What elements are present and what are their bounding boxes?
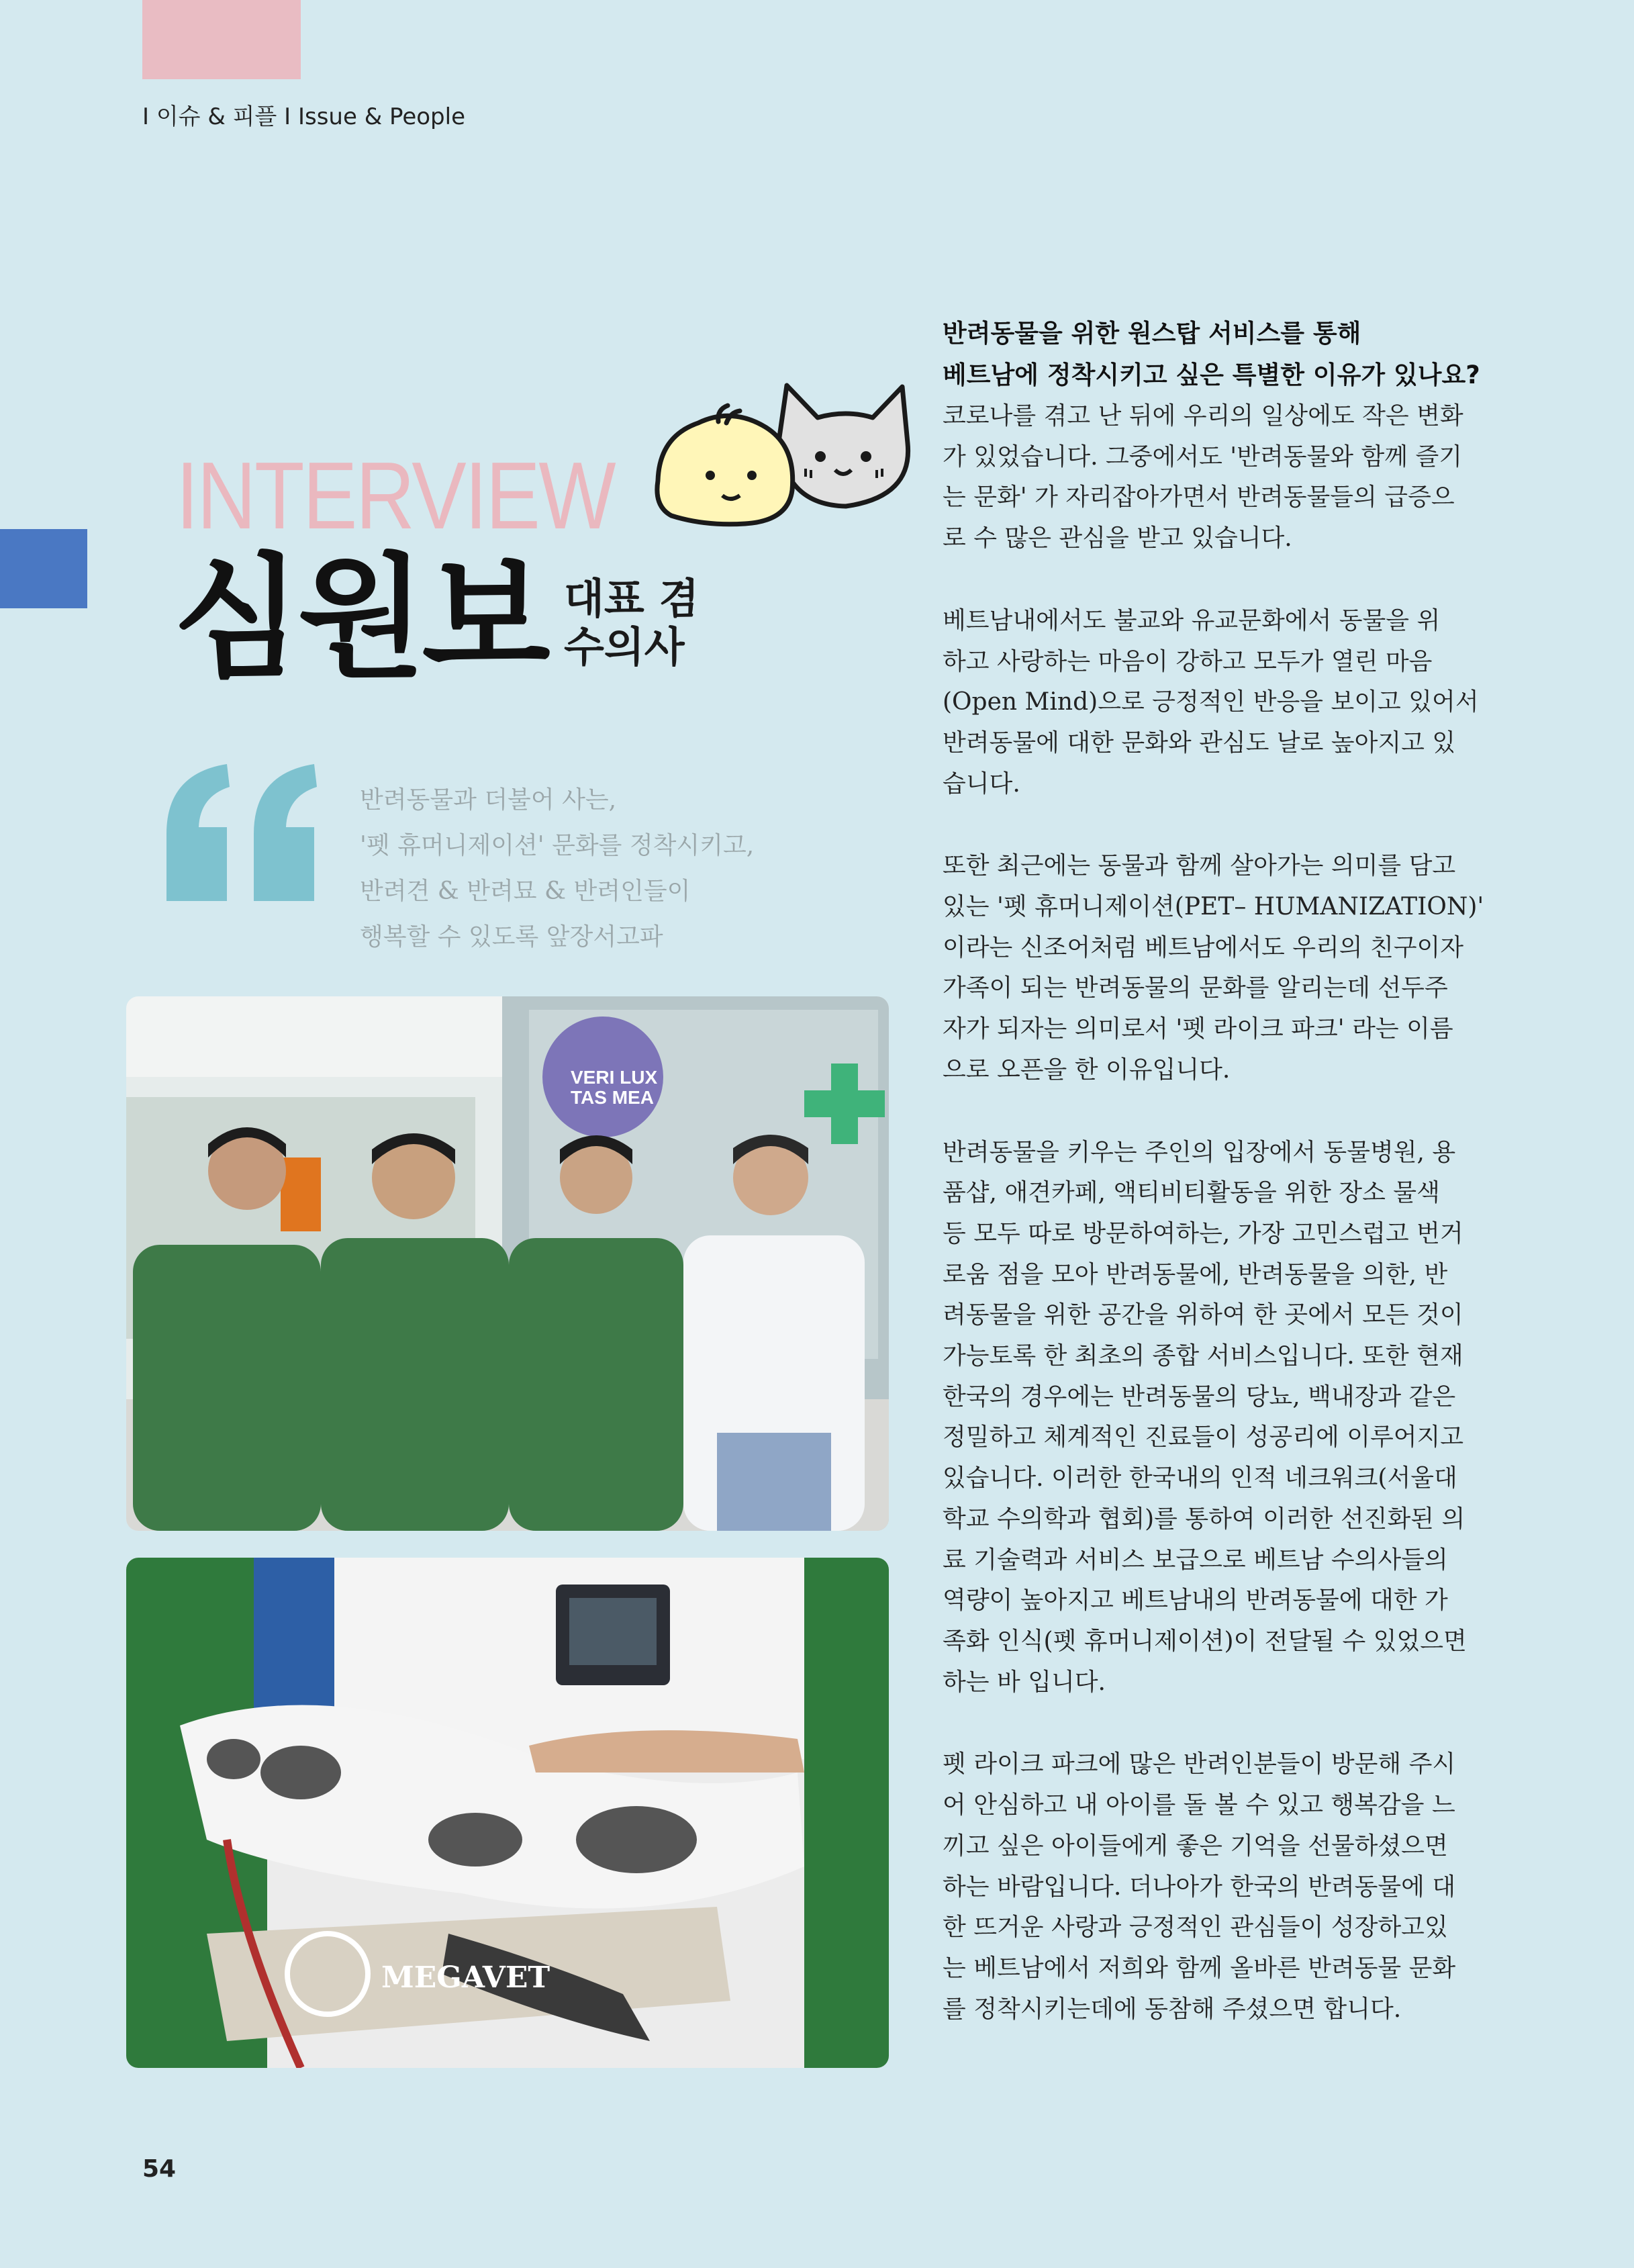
answer-line: (Open Mind)으로 긍정적인 반응을 보이고 있어서 <box>943 688 1479 716</box>
answer-line: 자가 되자는 의미로서 '펫 라이크 파크' 라는 이름 <box>943 1015 1453 1043</box>
answer-line: 로움 점을 모아 반려동물에, 반려동물을 의한, 반 <box>943 1260 1448 1288</box>
page-number: 54 <box>142 2155 177 2183</box>
pull-quote <box>360 777 754 960</box>
mascot-illustration <box>644 363 920 537</box>
sign-text: TAS MEA <box>571 1087 654 1108</box>
quote-line: 반려동물과 더불어 사는, <box>360 786 617 814</box>
answer-line: 학교 수의학과 협회)를 통하여 이러한 선진화된 의 <box>943 1505 1465 1533</box>
vet-exam-photo <box>126 1558 889 2068</box>
banner-text: MEGAVET <box>381 1960 550 1995</box>
answer-paragraph <box>943 1744 1456 2030</box>
answer-line: 족화 인식(펫 휴머니제이션)이 전달될 수 있었으면 <box>943 1627 1467 1655</box>
question-heading <box>943 313 1480 396</box>
answer-line: 끼고 싶은 아이들에게 좋은 기억을 선물하셨으면 <box>943 1832 1448 1860</box>
answer-paragraph <box>943 396 1463 559</box>
answer-line: 로 수 많은 관심을 받고 있습니다. <box>943 524 1292 553</box>
answer-line: 료 기술력과 서비스 보급으로 베트남 수의사들의 <box>943 1546 1448 1574</box>
interviewee-name: 심원보 <box>173 540 546 696</box>
answer-line: 반려동물에 대한 문화와 관심도 날로 높아지고 있 <box>943 728 1456 757</box>
interviewee-role <box>564 575 699 671</box>
answer-line: 어 안심하고 내 아이를 돌 볼 수 있고 행복감을 느 <box>943 1791 1455 1820</box>
interview-article <box>943 313 1484 2030</box>
quote-mark-icon <box>160 760 321 908</box>
answer-line: 를 정착시키는데에 동참해 주셨으면 합니다. <box>943 1995 1402 2023</box>
quote-line: 반려견 & 반려묘 & 반려인들이 <box>360 878 691 905</box>
sign-text: VERI LUX <box>571 1067 658 1088</box>
answer-line: 가 있었습니다. 그중에서도 '반려동물와 함께 즐기 <box>943 442 1463 471</box>
answer-line: 하고 사랑하는 마음이 강하고 모두가 열린 마음 <box>943 647 1433 675</box>
answer-paragraph <box>943 846 1484 1090</box>
answer-line: 있는 '펫 휴머니제이션(PET– HUMANIZATION)' <box>943 893 1484 921</box>
answer-line: 역량이 높아지고 베트남내의 반려동물에 대한 가 <box>943 1587 1448 1615</box>
answer-line: 한 뜨거운 사랑과 긍정적인 관심들이 성장하고있 <box>943 1913 1448 1942</box>
answer-line: 려동물을 위한 공간을 위하여 한 곳에서 모든 것이 <box>943 1301 1463 1329</box>
answer-line: 는 문화' 가 자리잡아가면서 반려동물들의 급증으 <box>943 483 1455 512</box>
answer-line: 이라는 신조어처럼 베트남에서도 우리의 친구이자 <box>943 933 1464 961</box>
header-accent-block <box>142 0 301 79</box>
role-line: 수의사 <box>564 622 685 671</box>
quote-line: '펫 휴머니제이션' 문화를 정착시키고, <box>360 832 755 859</box>
answer-line: 하는 바람입니다. 더나아가 한국의 반려동물에 대 <box>943 1873 1456 1901</box>
answer-paragraph <box>943 601 1479 805</box>
answer-line: 품샵, 애견카페, 액티비티활동을 위한 장소 물색 <box>943 1179 1440 1207</box>
answer-line: 또한 최근에는 동물과 함께 살아가는 의미를 담고 <box>943 852 1456 880</box>
answer-line: 습니다. <box>943 769 1020 798</box>
answer-line: 펫 라이크 파크에 많은 반려인분들이 방문해 주시 <box>943 1750 1456 1779</box>
answer-line: 으로 오픈을 한 이유입니다. <box>943 1055 1231 1084</box>
side-accent-block <box>0 529 87 608</box>
question-line: 베트남에 정착시키고 싶은 특별한 이유가 있나요? <box>943 361 1480 389</box>
answer-line: 하는 바 입니다. <box>943 1668 1106 1696</box>
answer-line: 등 모두 따로 방문하여하는, 가장 고민스럽고 번거 <box>943 1219 1463 1247</box>
answer-line: 있습니다. 이러한 한국내의 인적 네크워크(서울대 <box>943 1464 1457 1493</box>
answer-paragraph <box>943 1133 1467 1703</box>
answer-line: 가족이 되는 반려동물의 문화를 알리는데 선두주 <box>943 974 1448 1002</box>
section-label: I 이슈 & 피플 I Issue & People <box>142 103 465 130</box>
role-line: 대표 겸 <box>564 574 700 623</box>
answer-line: 코로나를 겪고 난 뒤에 우리의 일상에도 작은 변화 <box>943 402 1463 430</box>
staff-group-photo <box>126 996 889 1531</box>
answer-line: 베트남내에서도 불교와 유교문화에서 동물을 위 <box>943 606 1441 634</box>
answer-line: 한국의 경우에는 반려동물의 당뇨, 백내장과 같은 <box>943 1382 1456 1411</box>
question-line: 반려동물을 위한 원스탑 서비스를 통해 <box>943 319 1361 348</box>
quote-line: 행복할 수 있도록 앞장서고파 <box>360 923 663 951</box>
answer-line: 반려동물을 키우는 주인의 입장에서 동물병원, 용 <box>943 1138 1456 1166</box>
answer-line: 가능토록 한 최초의 종합 서비스입니다. 또한 현재 <box>943 1342 1463 1370</box>
interview-heading: INTERVIEW <box>176 442 615 549</box>
answer-line: 정밀하고 체계적인 진료들이 성공리에 이루어지고 <box>943 1423 1464 1452</box>
answer-line: 는 베트남에서 저희와 함께 올바른 반려동물 문화 <box>943 1954 1456 1982</box>
